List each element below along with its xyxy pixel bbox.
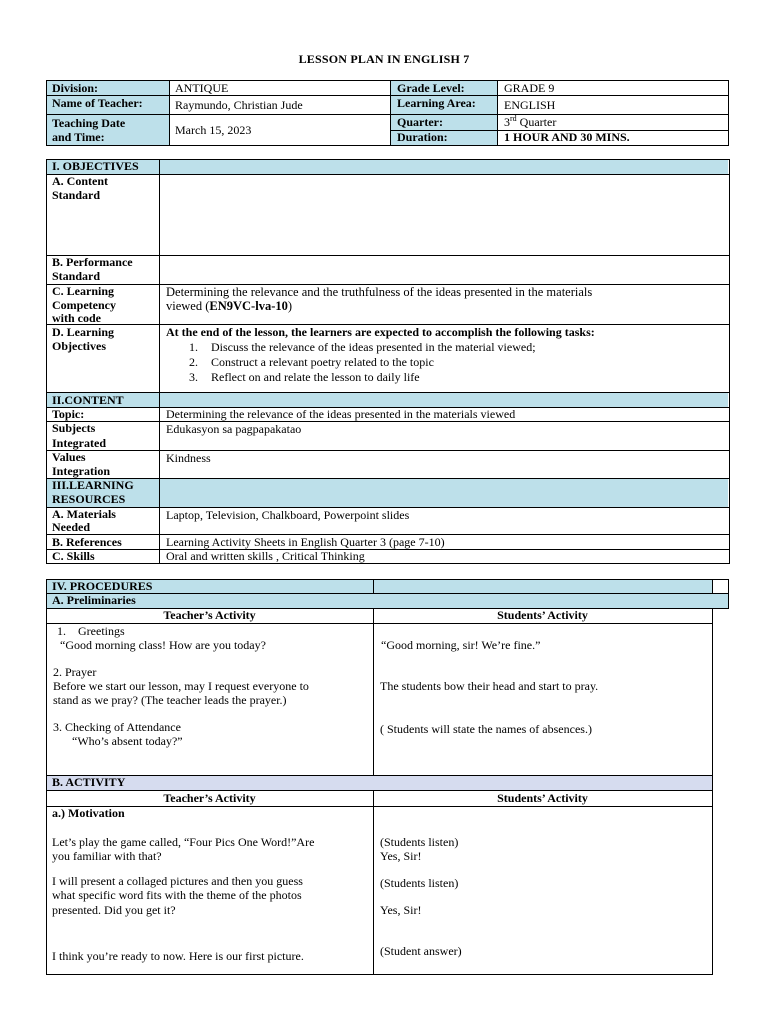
students-activity-header: Students’ Activity xyxy=(497,791,588,805)
competency-text-2: viewed (EN9VC-lva-10) xyxy=(166,299,293,313)
values-label-2: Integration xyxy=(52,464,110,478)
preliminaries-heading: A. Preliminaries xyxy=(52,593,136,607)
motivation-students-3: (Student answer) xyxy=(380,944,462,958)
content-standard-label: A. Content xyxy=(52,174,108,188)
motivation-students-2b: Yes, Sir! xyxy=(380,903,422,917)
date-label: Teaching Date xyxy=(52,116,126,130)
skills-value: Oral and written skills , Critical Thinking xyxy=(166,549,365,563)
procedures-heading: IV. PROCEDURES xyxy=(52,579,153,593)
area-label: Learning Area: xyxy=(397,96,476,110)
competency-label-3: with code xyxy=(52,311,101,325)
competency-code: EN9VC-lva-10 xyxy=(209,299,288,313)
motivation-students-1b: Yes, Sir! xyxy=(380,849,422,863)
motivation-students-1: (Students listen) xyxy=(380,835,459,849)
topic-value: Determining the relevance of the ideas presented in the materials viewed xyxy=(166,407,516,421)
date-value: March 15, 2023 xyxy=(175,123,252,137)
teacher-activity-header: Teacher’s Activity xyxy=(163,791,256,805)
activity-heading: B. ACTIVITY xyxy=(52,775,126,789)
values-label: Values xyxy=(52,450,86,464)
attendance-label: 3. Checking of Attendance xyxy=(53,720,181,734)
values-value: Kindness xyxy=(166,451,211,465)
area-value: ENGLISH xyxy=(504,98,556,112)
performance-standard-label: B. Performance xyxy=(52,255,133,269)
greetings-students: “Good morning, sir! We’re fine.” xyxy=(381,638,541,652)
division-label: Division: xyxy=(52,81,99,95)
prayer-students: The students bow their head and start to pray. xyxy=(380,679,599,693)
prayer-label: 2. Prayer xyxy=(53,665,97,679)
performance-standard-label-2: Standard xyxy=(52,269,101,283)
motivation-teacher-1: Let’s play the game called, “Four Pics One Word!”Are xyxy=(52,835,315,849)
materials-label: A. Materials xyxy=(52,507,116,521)
motivation-teacher-3: I think you’re ready to now. Here is our first picture. xyxy=(52,949,304,963)
motivation-teacher-2: I will present a collaged pictures and then you guess xyxy=(52,874,303,888)
quarter-value: 3rd Quarter xyxy=(504,114,557,129)
task-text: Discuss the relevance of the ideas presented in the material viewed; xyxy=(211,340,536,354)
students-activity-header: Students’ Activity xyxy=(497,608,588,622)
resources-heading: III.LEARNING xyxy=(52,478,134,492)
motivation-students-2: (Students listen) xyxy=(380,876,459,890)
objectives-heading: I. OBJECTIVES xyxy=(52,159,139,173)
prayer-teacher-2: stand as we pray? (The teacher leads the prayer.) xyxy=(53,693,287,707)
greetings-number: 1. xyxy=(57,624,66,638)
learning-objectives-intro: At the end of the lesson, the learners are expected to accomplish the following tasks: xyxy=(166,325,595,339)
skills-label: C. Skills xyxy=(52,549,95,563)
competency-label-2: Competency xyxy=(52,298,116,312)
task-number: 1. xyxy=(189,340,198,354)
duration-value: 1 HOUR AND 30 MINS. xyxy=(504,130,630,144)
grade-label: Grade Level: xyxy=(397,81,465,95)
motivation-label: a.) Motivation xyxy=(52,806,125,820)
page-title: LESSON PLAN IN ENGLISH 7 xyxy=(298,52,470,66)
references-value: Learning Activity Sheets in English Quarter 3 (page 7-10) xyxy=(166,535,445,549)
subjects-label-2: Integrated xyxy=(52,436,106,450)
teacher-value: Raymundo, Christian Jude xyxy=(175,98,303,112)
materials-value: Laptop, Television, Chalkboard, Powerpoint slides xyxy=(166,508,410,522)
motivation-teacher-2c: presented. Did you get it? xyxy=(52,903,176,917)
greetings-label: Greetings xyxy=(78,624,125,638)
references-label: B. References xyxy=(52,535,122,549)
motivation-teacher-1b: you familiar with that? xyxy=(52,849,162,863)
resources-heading-2: RESOURCES xyxy=(52,492,126,506)
attendance-students: ( Students will state the names of absences.) xyxy=(380,722,592,736)
topic-label: Topic: xyxy=(52,407,85,421)
content-standard-label-2: Standard xyxy=(52,188,101,202)
division-value: ANTIQUE xyxy=(175,81,229,95)
task-text: Construct a relevant poetry related to the topic xyxy=(211,355,434,369)
competency-text: Determining the relevance and the truthfulness of the ideas presented in the materials xyxy=(166,285,593,299)
task-number: 3. xyxy=(189,370,198,384)
attendance-teacher: “Who’s absent today?” xyxy=(72,734,183,748)
grade-value: GRADE 9 xyxy=(504,81,555,95)
subjects-label: Subjects xyxy=(52,421,96,435)
task-number: 2. xyxy=(189,355,198,369)
learning-objectives-label-2: Objectives xyxy=(52,339,106,353)
content-heading: II.CONTENT xyxy=(52,393,124,407)
subjects-value: Edukasyon sa pagpapakatao xyxy=(166,422,302,436)
duration-label: Duration: xyxy=(397,130,448,144)
teacher-activity-header: Teacher’s Activity xyxy=(163,608,256,622)
motivation-teacher-2b: what specific word fits with the theme of the photos xyxy=(52,888,302,902)
time-label: and Time: xyxy=(52,130,105,144)
competency-label: C. Learning xyxy=(52,284,115,298)
prayer-teacher: Before we start our lesson, may I request everyone to xyxy=(53,679,309,693)
learning-objectives-label: D. Learning xyxy=(52,325,115,339)
greetings-teacher: “Good morning class! How are you today? xyxy=(60,638,266,652)
quarter-label: Quarter: xyxy=(397,115,443,129)
task-text: Reflect on and relate the lesson to daily life xyxy=(211,370,420,384)
materials-label-2: Needed xyxy=(52,520,90,534)
teacher-label: Name of Teacher: xyxy=(52,96,143,110)
